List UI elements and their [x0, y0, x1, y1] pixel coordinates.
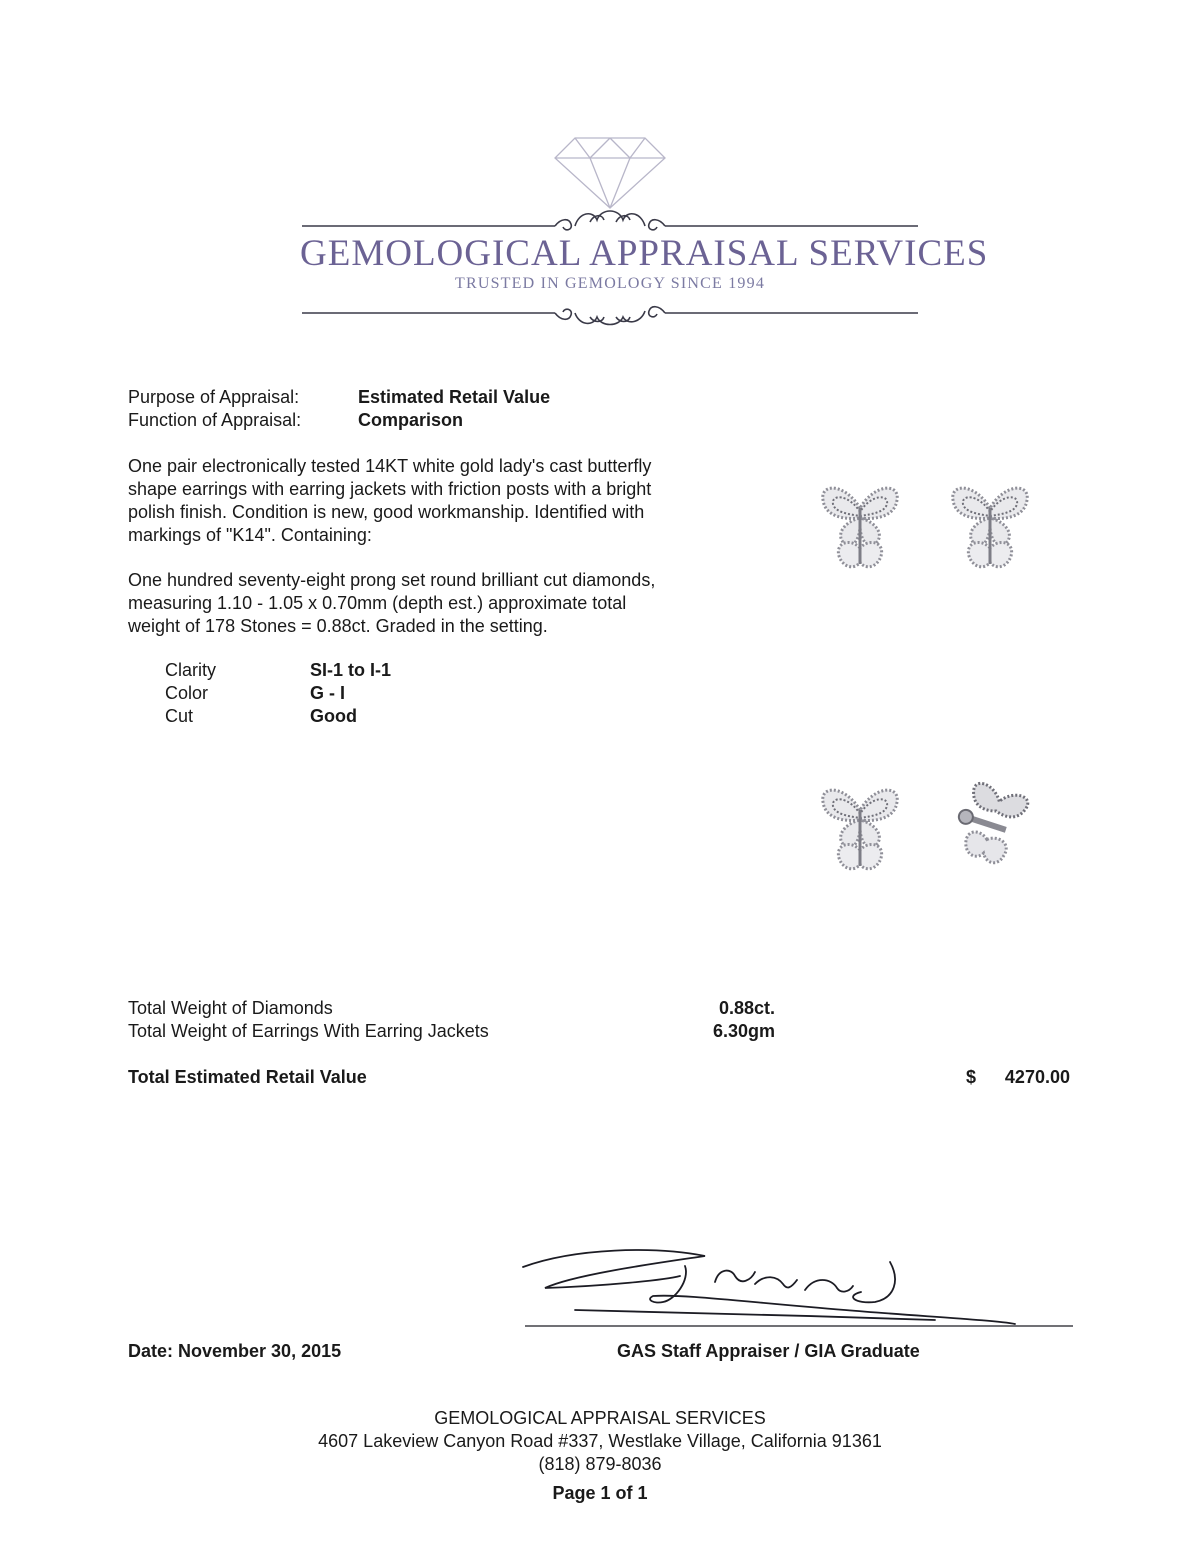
- total-retail-value: 4270.00: [1004, 1067, 1070, 1087]
- footer-company: GEMOLOGICAL APPRAISAL SERVICES: [434, 1408, 766, 1428]
- footer-phone: (818) 879-8036: [538, 1454, 662, 1474]
- diamond-icon: [555, 138, 665, 208]
- earrings-side-photo: [800, 778, 1050, 888]
- appraisal-date: Date: November 30, 2015: [128, 1341, 342, 1361]
- description-line: weight of 178 Stones = 0.88ct. Graded in the setting.: [128, 616, 548, 636]
- earring-weight-value: 6.30gm: [712, 1021, 775, 1041]
- earrings-front-photo: [800, 470, 1050, 590]
- description-line: polish finish. Condition is new, good workmanship. Identified with: [128, 502, 645, 522]
- company-name: GEMOLOGICAL APPRAISAL SERVICES: [300, 233, 989, 274]
- item-description: [128, 455, 718, 547]
- grading-label-clarity: Clarity: [165, 660, 217, 680]
- grading-value-clarity: SI-1 to I-1: [310, 660, 392, 680]
- total-retail-value-label: Total Estimated Retail Value: [128, 1067, 367, 1087]
- description-line: One pair electronically tested 14KT white gold lady's cast butterfly: [128, 456, 652, 476]
- page-number: Page 1 of 1: [552, 1483, 648, 1503]
- description-line: One hundred seventy-eight prong set round brilliant cut diamonds,: [128, 570, 656, 590]
- grading-label-color: Color: [165, 683, 209, 703]
- description-line: markings of "K14". Containing:: [128, 525, 372, 545]
- description-line: measuring 1.10 - 1.05 x 0.70mm (depth est.) approximate total: [128, 593, 627, 613]
- function-value: Comparison: [358, 410, 464, 430]
- function-label: Function of Appraisal:: [128, 410, 302, 430]
- bottom-flourish-divider: [302, 307, 918, 325]
- grading-value-cut: Good: [310, 706, 357, 726]
- purpose-value: Estimated Retail Value: [358, 387, 551, 407]
- earring-weight-label: Total Weight of Earrings With Earring Jackets: [128, 1021, 489, 1041]
- footer-address: 4607 Lakeview Canyon Road #337, Westlake Village, California 91361: [318, 1431, 882, 1451]
- appraiser-title: GAS Staff Appraiser / GIA Graduate: [617, 1341, 920, 1361]
- top-flourish-divider: [302, 211, 918, 230]
- diamond-weight-value: 0.88ct.: [718, 998, 775, 1018]
- appraiser-signature: [515, 1240, 1075, 1335]
- diamond-weight-label: Total Weight of Diamonds: [128, 998, 333, 1018]
- description-line: shape earrings with earring jackets with friction posts with a bright: [128, 479, 652, 499]
- grading-value-color: G - I: [310, 683, 345, 703]
- grading-label-cut: Cut: [165, 706, 194, 726]
- company-tagline: TRUSTED IN GEMOLOGY SINCE 1994: [454, 275, 766, 292]
- diamond-description: [128, 569, 718, 638]
- currency-symbol: $: [966, 1067, 977, 1087]
- purpose-label: Purpose of Appraisal:: [128, 387, 300, 407]
